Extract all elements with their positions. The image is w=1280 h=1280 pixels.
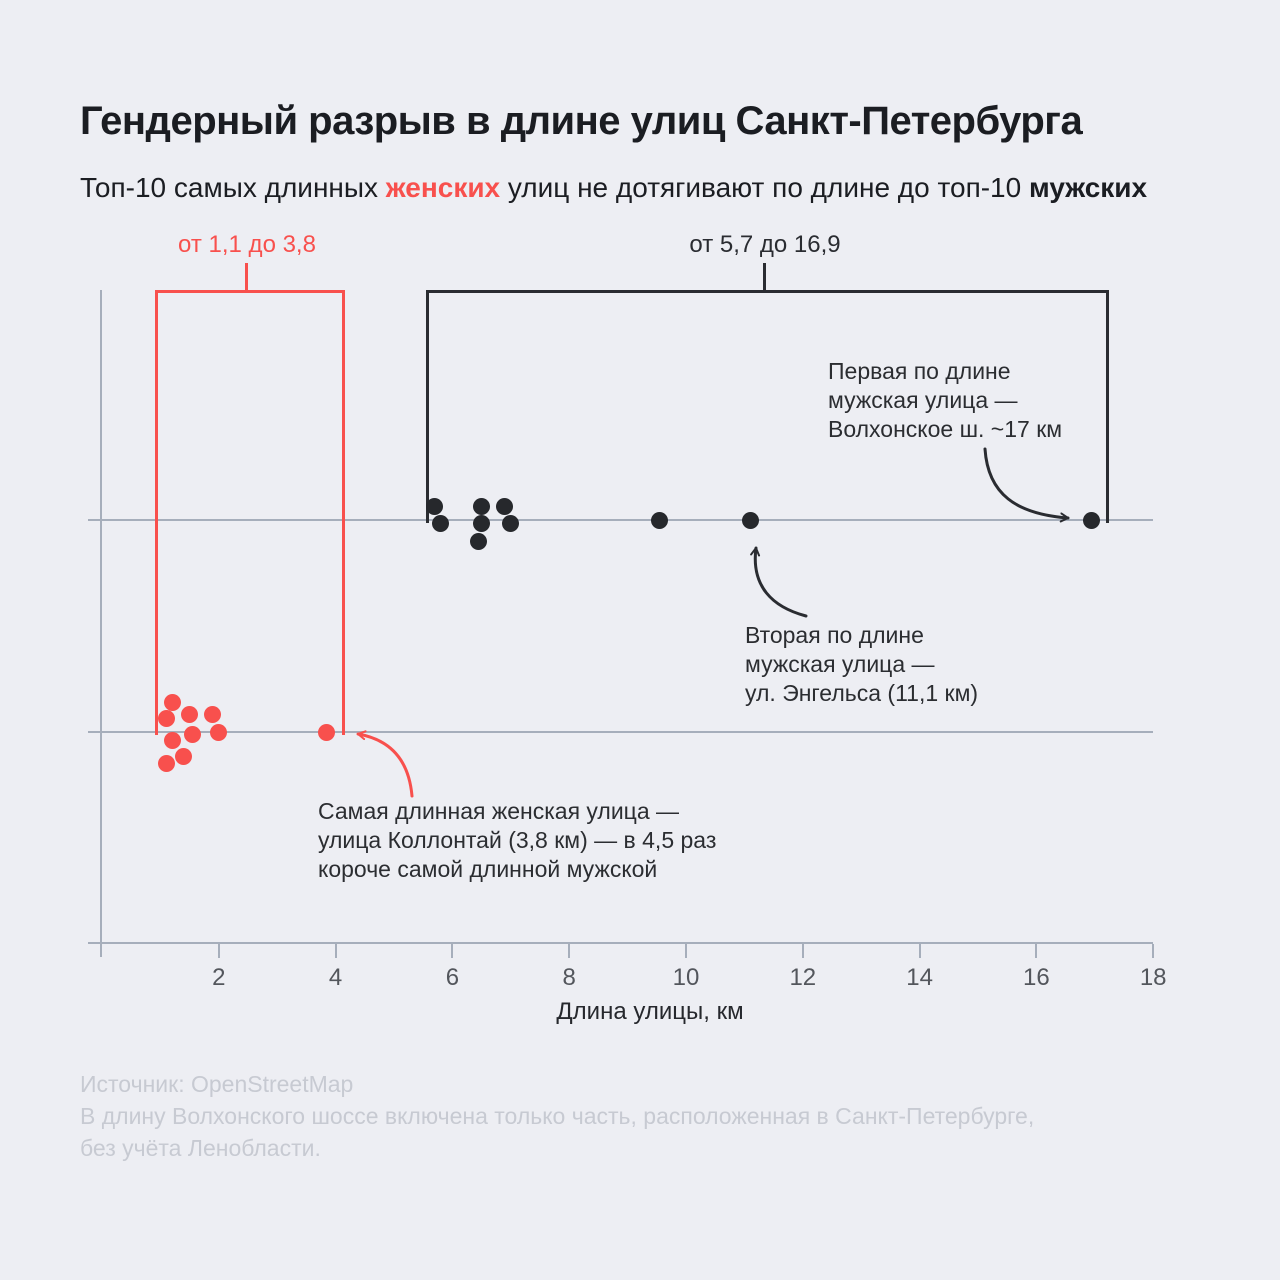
data-point-male-street <box>496 498 513 515</box>
x-axis-tick <box>1035 944 1037 958</box>
data-point-female-street <box>210 724 227 741</box>
annotation-second-male-street <box>745 621 978 708</box>
x-axis-tick <box>568 944 570 958</box>
data-point-male-street <box>1083 512 1100 529</box>
data-point-female-street <box>158 755 175 772</box>
data-point-male-street <box>470 533 487 550</box>
subtitle-female-word: женских <box>385 172 501 203</box>
data-point-female-street <box>175 748 192 765</box>
male-range-label: от 5,7 до 16,9 <box>689 231 841 258</box>
page-title: Гендерный разрыв в длине улиц Санкт-Петербурга <box>80 98 1083 143</box>
data-point-female-street <box>181 706 198 723</box>
arrow-to-second-male-street <box>755 548 806 616</box>
female-range-bracket <box>155 290 345 735</box>
subtitle-male-word: мужских <box>1028 172 1148 203</box>
x-axis-tick-label: 4 <box>328 964 343 991</box>
data-point-male-street <box>502 515 519 532</box>
x-axis-tick <box>1152 944 1154 958</box>
data-point-female-street <box>158 710 175 727</box>
data-point-male-street <box>426 498 443 515</box>
x-axis-tick-label: 6 <box>445 964 460 991</box>
x-axis-tick <box>218 944 220 958</box>
text-line: Источник: OpenStreetMap <box>80 1071 354 1097</box>
data-point-male-street <box>651 512 668 529</box>
annotation-longest-female-street <box>318 797 716 884</box>
data-point-male-street <box>742 512 759 529</box>
x-axis-line <box>88 942 1153 944</box>
page-subtitle <box>80 172 1147 204</box>
source-note <box>80 1068 1034 1164</box>
text-line: без учёта Ленобласти. <box>80 1135 321 1161</box>
female-range-label: от 1,1 до 3,8 <box>178 231 316 258</box>
text-line: мужская улица — <box>828 387 1018 413</box>
data-point-female-street <box>164 732 181 749</box>
data-point-male-street <box>432 515 449 532</box>
annotation-longest-male-street <box>828 357 1062 444</box>
data-point-male-street <box>473 515 490 532</box>
arrow-to-longest-female-street <box>358 734 412 796</box>
data-point-female-street <box>318 724 335 741</box>
text-line: Самая длинная женская улица — <box>318 798 680 824</box>
subtitle-part1: Топ-10 самых длинных <box>80 172 386 203</box>
x-axis-tick <box>685 944 687 958</box>
data-point-male-street <box>473 498 490 515</box>
female-bracket-tick <box>245 263 248 291</box>
data-point-female-street <box>164 694 181 711</box>
x-axis-tick-label: 8 <box>562 964 576 991</box>
text-line: Волхонское ш. ~17 км <box>828 416 1063 442</box>
male-bracket-tick <box>763 263 766 291</box>
y-axis-line <box>100 290 102 957</box>
x-axis-tick <box>451 944 453 958</box>
x-axis-tick-label: 18 <box>1139 964 1167 991</box>
x-axis-tick-label: 10 <box>672 964 700 991</box>
x-axis-tick-label: 14 <box>906 964 933 991</box>
x-axis-tick-label: 2 <box>212 964 226 991</box>
text-line: ул. Энгельса (11,1 км) <box>745 680 979 706</box>
x-axis-title: Длина улицы, км <box>556 998 744 1025</box>
data-point-female-street <box>184 726 201 743</box>
data-point-female-street <box>204 706 221 723</box>
x-axis-tick-label: 12 <box>789 964 817 991</box>
text-line: мужская улица — <box>745 651 935 677</box>
subtitle-part2: улиц не дотягивают по длине до топ-10 <box>500 172 1029 203</box>
x-axis-tick-label: 16 <box>1023 964 1050 991</box>
x-axis-tick <box>919 944 921 958</box>
x-axis-tick <box>802 944 804 958</box>
text-line: короче самой длинной мужской <box>318 856 658 882</box>
text-line: улица Коллонтай (3,8 км) — в 4,5 раз <box>318 827 717 853</box>
text-line: Первая по длине <box>828 358 1011 384</box>
text-line: Вторая по длине <box>745 622 924 648</box>
text-line: В длину Волхонского шоссе включена только часть, расположенная в Санкт-Петербурге, <box>80 1103 1035 1129</box>
x-axis-tick <box>335 944 337 958</box>
